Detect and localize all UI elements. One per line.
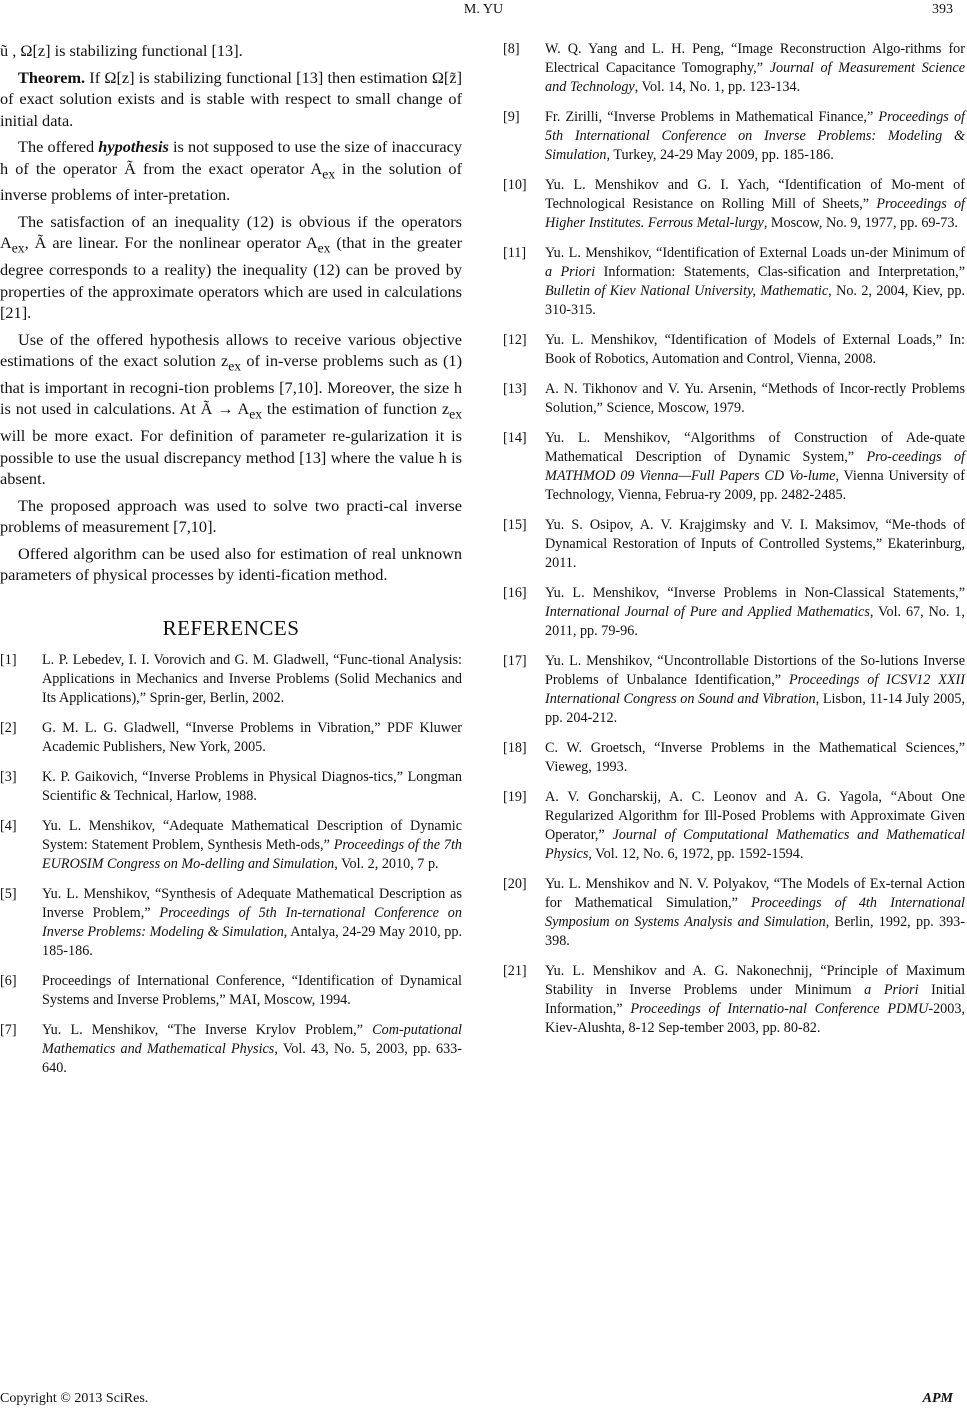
reference-item xyxy=(503,788,965,864)
paragraph-objective-estimations: Use of the offered hypothesis allows to receive various objective estimations of the exact solution $z_{ex}$ of in-verse problems such as (1) that is important in recogni-tion problems [7,10]. Moreover, the size h is not used in calculations. At Ã → $A_{ex}$ the estimation of function $z_{ex}$ will be more exact. For definition of parameter re-gularization it is possible to use the usual discrepancy method [13] where the value h is absent. xyxy=(0,329,462,488)
reference-text: Yu. L. Menshikov and G. I. Yach, “Identification of Mo-ment of Technological Resistance on Rolling Mill of Sheets,” Proceedings of Higher Institutes. Ferrous Metal-lurgy, Moscow, No. 9, 1977, pp. 69-73. xyxy=(545,177,965,231)
reference-item xyxy=(0,1021,462,1078)
reference-number: [8] xyxy=(503,41,520,57)
reference-item xyxy=(503,652,965,728)
hypothesis-term: hypothesis xyxy=(98,137,169,156)
reference-text: Yu. S. Osipov, A. V. Krajgimsky and V. I. Maksimov, “Me-thods of Dynamical Restoration of Inputs of Controlled Systems,” Ekaterinburg, 2011. xyxy=(545,517,965,571)
reference-item xyxy=(503,962,965,1038)
paragraph-approach: The proposed approach was used to solve two practi-cal inverse problems of measurement [7,10]. xyxy=(0,495,462,536)
reference-text: W. Q. Yang and L. H. Peng, “Image Reconstruction Algo-rithms for Electrical Capacitance Tomography,” Journal of Measurement Science and Technology, Vol. 14, No. 1, pp. 123-134. xyxy=(545,41,965,95)
reference-item xyxy=(0,651,462,708)
reference-text: Yu. L. Menshikov, “The Inverse Krylov Problem,” Com-putational Mathematics and Mathematical Physics, Vol. 43, No. 5, 2003, pp. 633-640. xyxy=(42,1021,462,1076)
reference-number: [6] xyxy=(0,972,17,989)
reference-text: Yu. L. Menshikov, “Identification of Models of External Loads,” In: Book of Robotics, Automation and Control, Vienna, 2008. xyxy=(545,332,965,367)
left-column xyxy=(0,40,462,1089)
reference-item xyxy=(503,429,965,505)
reference-number: [14] xyxy=(503,430,527,446)
reference-item xyxy=(503,875,965,951)
reference-text: Yu. L. Menshikov, “Adequate Mathematical Description of Dynamic System: Statement Problem, Synthesis Meth-ods,” Proceedings of the 7th EUROSIM Congress on Mo-delling and Simulation, Vol. 2, 2010, 7 p. xyxy=(42,817,463,872)
reference-text: K. P. Gaikovich, “Inverse Problems in Physical Diagnos-tics,” Longman Scientific & Technical, Harlow, 1988. xyxy=(42,768,462,804)
reference-number: [17] xyxy=(503,653,527,669)
reference-text: Yu. L. Menshikov, “Algorithms of Construction of Ade-quate Mathematical Description of Dynamic System,” Pro-ceedings of MATHMOD 09 Vienna—Full Papers CD Vo-lume, Vienna University of Technology, Vienna, Februa-ry 2009, pp. 2482-2485. xyxy=(545,430,966,503)
reference-text: Fr. Zirilli, “Inverse Problems in Mathematical Finance,” Proceedings of 5th International Conference on Inverse Problems: Modeling & Simulation, Turkey, 24-29 May 2009, pp. 185-186. xyxy=(545,109,965,163)
reference-text: C. W. Groetsch, “Inverse Problems in the Mathematical Sciences,” Vieweg, 1993. xyxy=(545,740,965,775)
paragraph-algorithm: Offered algorithm can be used also for estimation of real unknown parameters of physical processes by identi-fication method. xyxy=(0,543,462,584)
reference-text: Proceedings of International Conference, “Identification of Dynamical Systems and Inverse Problems,” MAI, Moscow, 1994. xyxy=(42,972,462,1008)
reference-text: L. P. Lebedev, I. I. Vorovich and G. M. Gladwell, “Func-tional Analysis: Applications in Mechanics and Inverse Problems (Solid Mechanics and Its Applications),” Sprin-ger, Berlin, 2002. xyxy=(42,651,462,706)
reference-number: [18] xyxy=(503,740,527,756)
reference-item xyxy=(0,768,462,806)
reference-item xyxy=(503,584,965,641)
references-list-left xyxy=(0,651,462,1078)
reference-number: [15] xyxy=(503,517,527,533)
reference-number: [10] xyxy=(503,177,527,193)
reference-number: [19] xyxy=(503,789,527,805)
reference-item xyxy=(0,972,462,1010)
paragraph-stabilizing: ũ , Ω[z] is stabilizing functional [13]. xyxy=(0,41,243,60)
reference-text: Yu. L. Menshikov and A. G. Nakonechnij, “Principle of Maximum Stability in Inverse Problems under Minimum a Priori Initial Information,” Proceedings of Internatio-nal Conference PDMU-2003, Kiev-Alushta, 8-12 Sep-tember 2003, pp. 80-82. xyxy=(545,963,966,1036)
reference-item xyxy=(0,885,462,961)
reference-number: [12] xyxy=(503,332,527,348)
reference-text: Yu. L. Menshikov, “Identification of External Loads un-der Minimum of a Priori Information: Statements, Clas-sification and Interpretation,” Bulletin of Kiev National University, Mathematic, No. 2, 2004, Kiev, pp. 310-315. xyxy=(545,245,965,318)
reference-number: [1] xyxy=(0,651,17,668)
reference-number: [7] xyxy=(0,1021,17,1038)
references-heading: REFERENCES xyxy=(162,615,300,640)
reference-item xyxy=(503,739,965,777)
reference-item xyxy=(503,108,965,165)
reference-number: [11] xyxy=(503,245,527,261)
reference-item xyxy=(0,817,462,874)
reference-item xyxy=(503,331,965,369)
reference-item xyxy=(503,244,965,320)
reference-item xyxy=(503,40,965,97)
running-header-author: M. YU xyxy=(463,2,504,17)
reference-text: Yu. L. Menshikov, “Uncontrollable Distortions of the So-lutions Inverse Problems of Unbalance Identification,” Proceedings of ICSV12 XXII International Congress on Sound and Vibration, Lisbon, 11-14 July 2005, pp. 204-212. xyxy=(545,653,966,726)
footer-journal: APM xyxy=(922,1391,953,1406)
reference-text: A. N. Tikhonov and V. Yu. Arsenin, “Methods of Incor-rectly Problems Solution,” Science, Moscow, 1979. xyxy=(545,381,965,416)
references-list-right xyxy=(503,40,965,1038)
reference-text: Yu. L. Menshikov and N. V. Polyakov, “The Models of Ex-ternal Action for Mathematical Simulation,” Proceedings of 4th International Symposium on Systems Analysis and Simulation, Berlin, 1992, pp. 393-398. xyxy=(545,876,965,949)
reference-item xyxy=(503,516,965,573)
paragraph-inequality: The satisfaction of an inequality (12) is obvious if the operators $A_{ex}$, Ã are linear. For the nonlinear operator $A_{ex}$ (that in the greater degree corresponds to a reality) the inequality (12) can be proved by properties of the approximate operators which are used in calculations [21]. xyxy=(0,211,463,322)
reference-text: G. M. L. G. Gladwell, “Inverse Problems in Vibration,” PDF Kluwer Academic Publishers, New York, 2005. xyxy=(42,719,462,755)
page-number: 393 xyxy=(932,2,953,17)
reference-number: [9] xyxy=(503,109,520,125)
reference-text: Yu. L. Menshikov, “Inverse Problems in Non-Classical Statements,” International Journal of Pure and Applied Mathematics, Vol. 67, No. 1, 2011, pp. 79-96. xyxy=(545,585,965,639)
paragraph-theorem: Theorem. If Ω[z] is stabilizing functional [13] then estimation Ω[z̃] of exact solution exists and is stable with respect to small change of initial data. xyxy=(0,67,462,130)
reference-text: Yu. L. Menshikov, “Synthesis of Adequate Mathematical Description as Inverse Problem,” Proceedings of 5th In-ternational Conference on Inverse Problems: Modeling & Simulation, Antalya, 24-29 May 2010, pp. 185-186. xyxy=(42,885,462,959)
reference-number: [4] xyxy=(0,817,17,834)
reference-number: [2] xyxy=(0,719,17,736)
reference-number: [16] xyxy=(503,585,527,601)
reference-number: [3] xyxy=(0,768,17,785)
reference-number: [20] xyxy=(503,876,527,892)
reference-number: [13] xyxy=(503,381,527,397)
reference-text: A. V. Goncharskij, A. C. Leonov and A. G. Yagola, “About One Regularized Algorithm for Ill-Posed Problems with Approximate Given Operator,” Journal of Computational Mathematics and Mathematical Physics, Vol. 12, No. 6, 1972, pp. 1592-1594. xyxy=(545,789,965,862)
footer-copyright: Copyright © 2013 SciRes. xyxy=(0,1391,149,1406)
reference-number: [5] xyxy=(0,885,17,902)
paragraph-hypothesis: The offered hypothesis is not supposed to use the size of inaccuracy h of the operator Ã from the exact operator $A_{ex}$ in the solution of inverse problems of inter-pretation. xyxy=(0,137,462,205)
reference-number: [21] xyxy=(503,963,527,979)
right-column xyxy=(503,40,965,1049)
reference-item xyxy=(0,719,462,757)
theorem-label: Theorem. xyxy=(18,67,86,87)
reference-item xyxy=(503,380,965,418)
reference-item xyxy=(503,176,965,233)
